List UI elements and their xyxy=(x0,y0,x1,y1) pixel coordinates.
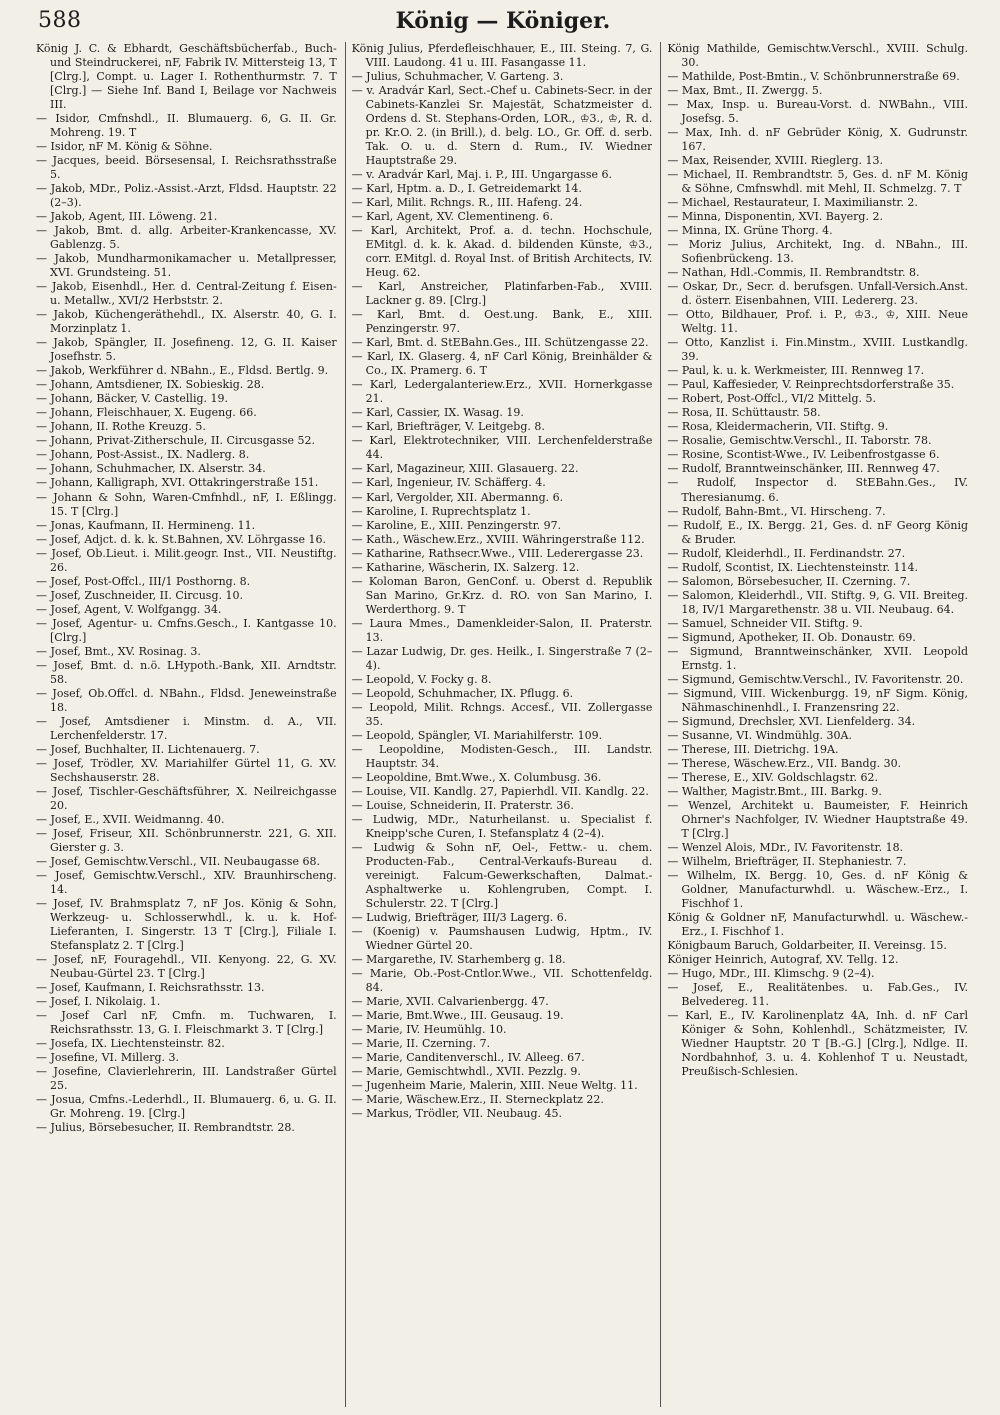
directory-entry: — Josef, Gemischtw.Verschl., VII. Neubaugasse 68. xyxy=(36,854,321,868)
directory-entry: — Ludwig & Sohn nF, Oel-, Fettw.- u. chem. Producten-Fab., Central-Verkaufs-Bureau d. vereinigt. Falcum-Gewerkschaften, Dalmat.-Asphaltwerke u. Kohlengruben, Compt. I. Schulerstr. 22. T [Clrg.] xyxy=(351,840,653,910)
directory-entry: — Katharine, Wäscherin, IX. Salzerg. 12. xyxy=(351,560,580,574)
directory-entry: — Josef, Agent, V. Wolfgangg. 34. xyxy=(36,602,222,616)
directory-entry: — Josef, Bmt., XV. Rosinag. 3. xyxy=(36,644,201,658)
directory-entry: — Max, Reisender, XVIII. Rieglerg. 13. xyxy=(667,154,883,168)
directory-entry: — Josef, Agentur- u. Cmfns.Gesch., I. Kantgasse 10. [Clrg.] xyxy=(36,616,337,644)
directory-entry: — Louise, VII. Kandlg. 27, Papierhdl. VII. Kandlg. 22. xyxy=(351,784,649,798)
directory-entry: — Paul, Kaffesieder, V. Reinprechtsdorferstraße 35. xyxy=(667,378,955,392)
directory-entry: — Laura Mmes., Damenkleider-Salon, II. Praterstr. 13. xyxy=(351,616,653,644)
directory-entry: — Josef, Friseur, XII. Schönbrunnerstr. 221, G. XII. Gierster g. 3. xyxy=(36,826,337,854)
directory-entry: — Salomon, Kleiderhdl., VII. Stiftg. 9, G. VII. Breiteg. 18, IV/1 Margarethenstr. 38 u. VII. Neubaug. 64. xyxy=(667,588,969,616)
directory-entry: — Karl, Magazineur, XIII. Glasauerg. 22. xyxy=(351,462,579,476)
column-left xyxy=(36,42,337,1407)
directory-entry: — Josef, E., XVII. Weidmanng. 40. xyxy=(36,812,225,826)
directory-entry: — Karoline, I. Ruprechtsplatz 1. xyxy=(351,504,531,518)
directory-entry: — Therese, III. Dietrichg. 19A. xyxy=(667,742,839,756)
directory-entry: — Koloman Baron, GenConf. u. Oberst d. Republik San Marino, Gr.Krz. d. RO. von San Marino, I. Werderthorg. 9. T xyxy=(351,574,653,616)
directory-entry: — Karl, Anstreicher, Platinfarben-Fab., XVIII. Lackner g. 89. [Clrg.] xyxy=(351,280,653,308)
directory-entry: — Samuel, Schneider VII. Stiftg. 9. xyxy=(667,616,863,630)
directory-entry: — Moriz Julius, Architekt, Ing. d. NBahn., III. Sofienbrückeng. 13. xyxy=(667,238,969,266)
directory-entry: — Josua, Cmfns.-Lederhdl., II. Blumauerg. 6, u. G. II. Gr. Mohreng. 19. [Clrg.] xyxy=(36,1093,337,1121)
directory-entry: König Mathilde, Gemischtw.Verschl., XVIII. Schulg. 30. xyxy=(667,42,969,70)
directory-entry: — Rudolf, Bahn-Bmt., VI. Hirscheng. 7. xyxy=(667,504,886,518)
directory-entry: — Leopoldine, Modisten-Gesch., III. Landstr. Hauptstr. 34. xyxy=(351,742,653,770)
directory-entry: — Josef, Post-Offcl., III/1 Posthorng. 8. xyxy=(36,574,251,588)
directory-entry: — Lazar Ludwig, Dr. ges. Heilk., I. Singerstraße 7 (2–4). xyxy=(351,644,653,672)
directory-entry: — Josef, Bmt. d. n.ö. LHypoth.-Bank, XII. Arndtstr. 58. xyxy=(36,658,337,686)
directory-entry: — Johann, Post-Assist., IX. Nadlerg. 8. xyxy=(36,448,250,462)
directory-entry: — Josefine, Clavierlehrerin, III. Landstraßer Gürtel 25. xyxy=(36,1065,337,1093)
directory-entry: — Minna, IX. Grüne Thorg. 4. xyxy=(667,224,833,238)
directory-entry: — Max, Insp. u. Bureau-Vorst. d. NWBahn., VIII. Josefsg. 5. xyxy=(667,98,969,126)
directory-entry: — Karl, Cassier, IX. Wasag. 19. xyxy=(351,406,524,420)
directory-entry: — Jakob, Spängler, II. Josefineng. 12, G. II. Kaiser Josefhstr. 5. xyxy=(36,336,337,364)
directory-entry: — Josef, Zuschneider, II. Circusg. 10. xyxy=(36,588,243,602)
directory-entry: — Jakob, Agent, III. Löweng. 21. xyxy=(36,210,218,224)
directory-entry: — Leopold, Schuhmacher, IX. Pflugg. 6. xyxy=(351,686,574,700)
directory-entry: — Josef, Adjct. d. k. k. St.Bahnen, XV. Löhrgasse 16. xyxy=(36,532,327,546)
directory-entry: — Karoline, E., XIII. Penzingerstr. 97. xyxy=(351,518,562,532)
directory-entry: — Leopold, V. Focky g. 8. xyxy=(351,672,492,686)
directory-entry: — Max, Inh. d. nF Gebrüder König, X. Gudrunstr. 167. xyxy=(667,126,969,154)
directory-entry: — Jakob, Eisenhdl., Her. d. Central-Zeitung f. Eisen- u. Metallw., XVI/2 Herbststr. 2. xyxy=(36,280,337,308)
directory-columns xyxy=(36,42,968,1407)
column-middle xyxy=(345,42,653,1407)
directory-entry: — Josef, Ob.Lieut. i. Milit.geogr. Inst., VII. Neustiftg. 26. xyxy=(36,546,337,574)
directory-entry: — Jakob, Küchengeräthehdl., IX. Alserstr. 40, G. I. Morzinplatz 1. xyxy=(36,308,337,336)
directory-entry: — Josef, Buchhalter, II. Lichtenauerg. 7. xyxy=(36,742,260,756)
directory-entry: — Rosa, Kleidermacherin, VII. Stiftg. 9. xyxy=(667,420,889,434)
page-number: 588 xyxy=(38,8,82,33)
directory-entry: — Kath., Wäschew.Erz., XVIII. Währingerstraße 112. xyxy=(351,532,645,546)
directory-entry: — Rudolf, Inspector d. StEBahn.Ges., IV. Theresianumg. 6. xyxy=(667,476,969,504)
column-right xyxy=(660,42,968,1407)
directory-entry: — Jakob, Bmt. d. allg. Arbeiter-Krankencasse, XV. Gablenzg. 5. xyxy=(36,224,337,252)
directory-entry: — Rudolf, Kleiderhdl., II. Ferdinandstr. 27. xyxy=(667,546,906,560)
directory-entry: — Rudolf, Branntweinschänker, III. Rennweg 47. xyxy=(667,462,940,476)
directory-entry: — Leopold, Milit. Rchngs. Accesf., VII. Zollergasse 35. xyxy=(351,700,653,728)
directory-entry: — Karl, Agent, XV. Clementineng. 6. xyxy=(351,210,554,224)
directory-entry: — Karl, Elektrotechniker, VIII. Lerchenfelderstraße 44. xyxy=(351,434,653,462)
directory-entry: — Paul, k. u. k. Werkmeister, III. Rennweg 17. xyxy=(667,364,925,378)
page-header xyxy=(38,8,968,38)
directory-entry: — Marie, Gemischtwhdl., XVII. Pezzlg. 9. xyxy=(351,1065,581,1079)
directory-entry: — Robert, Post-Offcl., VI/2 Mittelg. 5. xyxy=(667,392,876,406)
directory-entry: König J. C. & Ebhardt, Geschäftsbücherfab., Buch- und Steindruckerei, nF, Fabrik IV. Mittersteig 13, T [Clrg.], Compt. u. Lager I. Rothenthurmstr. 7. T [Clrg.] — Siehe Inf. Band I, Beilage vor Nachweis III. xyxy=(36,42,337,112)
directory-entry: — Marie, Bmt.Wwe., III. Geusaug. 19. xyxy=(351,1009,564,1023)
directory-entry: — Susanne, VI. Windmühlg. 30A. xyxy=(667,728,852,742)
directory-entry: — Johann, Schuhmacher, IX. Alserstr. 34. xyxy=(36,462,266,476)
directory-entry: — Therese, E., XIV. Goldschlagstr. 62. xyxy=(667,770,878,784)
directory-entry: — Sigmund, Branntweinschänker, XVII. Leopold Ernstg. 1. xyxy=(667,644,969,672)
directory-entry: — Josef, Gemischtw.Verschl., XIV. Braunhirscheng. 14. xyxy=(36,868,337,896)
directory-entry: — Wilhelm, Briefträger, II. Stephaniestr. 7. xyxy=(667,854,907,868)
directory-entry: — Markus, Trödler, VII. Neubaug. 45. xyxy=(351,1107,563,1121)
directory-entry: — Karl, Architekt, Prof. a. d. techn. Hochschule, EMitgl. d. k. k. Akad. d. bildenden Künste, ♔3., corr. EMitgl. d. Royal Inst. of British Architects, IV. Heug. 62. xyxy=(351,224,653,280)
directory-entry: — Oskar, Dr., Secr. d. berufsgen. Unfall-Versich.Anst. d. österr. Eisenbahnen, VIII. Ledererg. 23. xyxy=(667,280,969,308)
directory-entry: — Jonas, Kaufmann, II. Hermineng. 11. xyxy=(36,518,256,532)
directory-entry: — Sigmund, Gemischtw.Verschl., IV. Favoritenstr. 20. xyxy=(667,672,964,686)
directory-entry: — Jakob, MDr., Poliz.-Assist.-Arzt, Fldsd. Hauptstr. 22 (2–3). xyxy=(36,182,337,210)
directory-entry: — Wenzel Alois, MDr., IV. Favoritenstr. 18. xyxy=(667,840,904,854)
directory-entry: — Rosa, II. Schüttaustr. 58. xyxy=(667,406,821,420)
directory-entry: — Ludwig, Briefträger, III/3 Lagerg. 6. xyxy=(351,910,568,924)
directory-entry: — Josef, Ob.Offcl. d. NBahn., Fldsd. Jeneweinstraße 18. xyxy=(36,686,337,714)
directory-entry: — Leopoldine, Bmt.Wwe., X. Columbusg. 36. xyxy=(351,770,602,784)
directory-entry: — Josefine, VI. Millerg. 3. xyxy=(36,1051,180,1065)
directory-entry: — Karl, Vergolder, XII. Abermanng. 6. xyxy=(351,490,564,504)
directory-entry: — Karl, Ingenieur, IV. Schäfferg. 4. xyxy=(351,476,546,490)
directory-entry: — Josef, IV. Brahmsplatz 7, nF Jos. König & Sohn, Werkzeug- u. Schlosserwhdl., k. u. k. Hof-Lieferanten, I. Singerstr. 13 T [Clrg.], Filiale I. Stefansplatz 2. T [Clrg.] xyxy=(36,896,337,952)
directory-entry: — Josef, E., Realitätenbes. u. Fab.Ges., IV. Belvedereg. 11. xyxy=(667,981,969,1009)
directory-entry: — Hugo, MDr., III. Klimschg. 9 (2–4). xyxy=(667,967,875,981)
directory-entry: — Michael, II. Rembrandtstr. 5, Ges. d. nF M. König & Söhne, Cmfnswhdl. mit Mehl, II. Schmelzg. 7. T xyxy=(667,168,969,196)
directory-entry: — Rosalie, Gemischtw.Verschl., II. Taborstr. 78. xyxy=(667,434,932,448)
directory-entry: — Johann, II. Rothe Kreuzg. 5. xyxy=(36,420,206,434)
directory-entry: — Rudolf, Scontist, IX. Liechtensteinstr. 114. xyxy=(667,560,919,574)
directory-entry: — Marie, XVII. Calvarienbergg. 47. xyxy=(351,995,549,1009)
directory-entry: — Josef, Amtsdiener i. Minstm. d. A., VII. Lerchenfelderstr. 17. xyxy=(36,714,337,742)
directory-entry: — Josef, I. Nikolaig. 1. xyxy=(36,995,161,1009)
directory-entry: Königbaum Baruch, Goldarbeiter, II. Vereinsg. 15. xyxy=(667,939,947,952)
directory-entry: — Rudolf, E., IX. Bergg. 21, Ges. d. nF Georg König & Bruder. xyxy=(667,518,969,546)
directory-entry: — v. Aradvár Karl, Maj. i. P., III. Ungargasse 6. xyxy=(351,168,612,182)
directory-entry: — Johann, Fleischhauer, X. Eugeng. 66. xyxy=(36,406,257,420)
directory-entry: — Jugenheim Marie, Malerin, XIII. Neue Weltg. 11. xyxy=(351,1079,638,1093)
directory-entry: — Margarethe, IV. Starhemberg g. 18. xyxy=(351,953,566,967)
directory-entry: — Josefa, IX. Liechtensteinstr. 82. xyxy=(36,1037,225,1051)
directory-entry: — Marie, Wäschew.Erz., II. Sterneckplatz 22. xyxy=(351,1093,604,1107)
directory-entry: König & Goldner nF, Manufacturwhdl. u. Wäschew.-Erz., I. Fischhof 1. xyxy=(667,910,969,938)
directory-entry: — Sigmund, VIII. Wickenburgg. 19, nF Sigm. König, Nähmaschinenhdl., I. Franzensring 22. xyxy=(667,686,969,714)
directory-entry: — Johann, Bäcker, V. Castellig. 19. xyxy=(36,392,229,406)
directory-entry: — Karl, Bmt. d. Oest.ung. Bank, E., XIII. Penzingerstr. 97. xyxy=(351,308,653,336)
directory-entry: — Karl, Bmt. d. StEBahn.Ges., III. Schützengasse 22. xyxy=(351,336,649,350)
directory-entry: — Otto, Bildhauer, Prof. i. P., ♔3., ♔, XIII. Neue Weltg. 11. xyxy=(667,308,969,336)
directory-entry: — Mathilde, Post-Bmtin., V. Schönbrunnerstraße 69. xyxy=(667,70,960,84)
directory-entry: — v. Aradvár Karl, Sect.-Chef u. Cabinets-Secr. in der Cabinets-Kanzlei Sr. Majestät, Schatzmeister d. Ordens d. St. Stephans-Orden, LOR., ♔3., ♔, R. d. pr. Kr.O. 2. (in Brill.), d. belg. LO., Gr. Off. d. serb. Tak. O. u. d. Stern d. Rum., IV. Wiedner Hauptstraße 29. xyxy=(351,84,653,168)
directory-entry: — Nathan, Hdl.-Commis, II. Rembrandtstr. 8. xyxy=(667,266,920,280)
directory-entry: — Salomon, Börsebesucher, II. Czerning. 7. xyxy=(667,574,911,588)
directory-entry: — Rosine, Scontist-Wwe., IV. Leibenfrostgasse 6. xyxy=(667,448,940,462)
directory-entry: — Karl, IX. Glaserg. 4, nF Carl König, Breinhälder & Co., IX. Pramerg. 6. T xyxy=(351,350,653,378)
directory-entry: — Therese, Wäschew.Erz., VII. Bandg. 30. xyxy=(667,756,902,770)
directory-entry: — Jakob, Mundharmonikamacher u. Metallpresser, XVI. Grundsteing. 51. xyxy=(36,252,337,280)
directory-entry: — Isidor, nF M. König & Söhne. xyxy=(36,140,213,154)
directory-entry: — Jakob, Werkführer d. NBahn., E., Fldsd. Bertlg. 9. xyxy=(36,364,329,378)
directory-entry: — Johann, Kalligraph, XVI. Ottakringerstraße 151. xyxy=(36,476,319,490)
directory-entry: — Julius, Schuhmacher, V. Garteng. 3. xyxy=(351,70,564,84)
directory-entry: — Louise, Schneiderin, II. Praterstr. 36. xyxy=(351,798,574,812)
directory-entry: — Julius, Börsebesucher, II. Rembrandtstr. 28. xyxy=(36,1121,295,1135)
running-head: König — Königer. xyxy=(395,8,611,34)
directory-entry: — Josef, Trödler, XV. Mariahilfer Gürtel 11, G. XV. Sechshauserstr. 28. xyxy=(36,756,337,784)
directory-entry: — Jacques, beeid. Börsesensal, I. Reichsrathsstraße 5. xyxy=(36,154,337,182)
directory-entry: — Marie, IV. Heumühlg. 10. xyxy=(351,1023,507,1037)
directory-entry: — Johann, Privat-Zitherschule, II. Circusgasse 52. xyxy=(36,434,316,448)
directory-entry: — Max, Bmt., II. Zwergg. 5. xyxy=(667,84,823,98)
directory-entry: — Karl, Ledergalanteriew.Erz., XVII. Hornerkgasse 21. xyxy=(351,378,653,406)
directory-entry: — Minna, Disponentin, XVI. Bayerg. 2. xyxy=(667,210,883,224)
directory-entry: — Walther, Magistr.Bmt., III. Barkg. 9. xyxy=(667,784,882,798)
directory-entry: — Marie, II. Czerning. 7. xyxy=(351,1037,491,1051)
directory-entry: Königer Heinrich, Autograf, XV. Tellg. 12. xyxy=(667,953,899,967)
directory-entry: — Wilhelm, IX. Bergg. 10, Ges. d. nF König & Goldner, Manufacturwhdl. u. Wäschew.-Erz., I. Fischhof 1. xyxy=(667,868,969,910)
directory-entry: — Ludwig, MDr., Naturheilanst. u. Specialist f. Kneipp'sche Curen, I. Stefansplatz 4 (2–4). xyxy=(351,812,653,840)
directory-entry: — Johann, Amtsdiener, IX. Sobieskig. 28. xyxy=(36,378,265,392)
directory-entry: — Otto, Kanzlist i. Fin.Minstm., XVIII. Lustkandlg. 39. xyxy=(667,336,969,364)
directory-entry: — Marie, Ob.-Post-Cntlor.Wwe., VII. Schottenfeldg. 84. xyxy=(351,967,653,995)
directory-entry: — (Koenig) v. Paumshausen Ludwig, Hptm., IV. Wiedner Gürtel 20. xyxy=(351,924,653,952)
directory-entry: — Sigmund, Apotheker, II. Ob. Donaustr. 69. xyxy=(667,630,916,644)
directory-entry: — Michael, Restaurateur, I. Maximilianstr. 2. xyxy=(667,196,918,210)
directory-entry: — Wenzel, Architekt u. Baumeister, F. Heinrich Ohrner's Nachfolger, IV. Wiedner Hauptstraße 49. T [Clrg.] xyxy=(667,798,969,840)
directory-entry: — Josef, Tischler-Geschäftsführer, X. Neilreichgasse 20. xyxy=(36,784,337,812)
directory-entry: — Josef, Kaufmann, I. Reichsrathsstr. 13. xyxy=(36,981,265,995)
directory-entry: — Karl, Milit. Rchngs. R., III. Hafeng. 24. xyxy=(351,196,583,210)
directory-entry: — Sigmund, Drechsler, XVI. Lienfelderg. 34. xyxy=(667,714,916,728)
directory-entry: — Karl, Briefträger, V. Leitgebg. 8. xyxy=(351,420,545,434)
directory-entry: — Isidor, Cmfnshdl., II. Blumauerg. 6, G. II. Gr. Mohreng. 19. T xyxy=(36,112,337,140)
directory-entry: — Josef, nF, Fouragehdl., VII. Kenyong. 22, G. XV. Neubau-Gürtel 23. T [Clrg.] xyxy=(36,953,337,981)
directory-entry: — Leopold, Spängler, VI. Mariahilferstr. 109. xyxy=(351,728,603,742)
directory-entry: — Katharine, Rathsecr.Wwe., VIII. Lederergasse 23. xyxy=(351,546,644,560)
directory-entry: König Julius, Pferdefleischhauer, E., III. Steing. 7, G. VIII. Laudong. 41 u. III. Fasangasse 11. xyxy=(351,42,653,70)
directory-entry: — Karl, E., IV. Karolinenplatz 4A, Inh. d. nF Carl Königer & Sohn, Kohlenhdl., Schätzmeister, IV. Wiedner Hauptstr. 20 T [B.-G.] [Clrg.], Ndlge. II. Nordbahnhof, 3. u. 4. Kohlenhof T u. Neustadt, Preußisch-Schlesien. xyxy=(667,1009,969,1079)
directory-entry: — Josef Carl nF, Cmfn. m. Tuchwaren, I. Reichsrathsstr. 13, G. I. Fleischmarkt 3. T [Clrg.] xyxy=(36,1009,337,1037)
directory-entry: — Johann & Sohn, Waren-Cmfnhdl., nF, I. Eßlingg. 15. T [Clrg.] xyxy=(36,490,337,518)
directory-entry: — Karl, Hptm. a. D., I. Getreidemarkt 14. xyxy=(351,182,582,196)
directory-entry: — Marie, Canditenverschl., IV. Alleeg. 67. xyxy=(351,1051,585,1065)
